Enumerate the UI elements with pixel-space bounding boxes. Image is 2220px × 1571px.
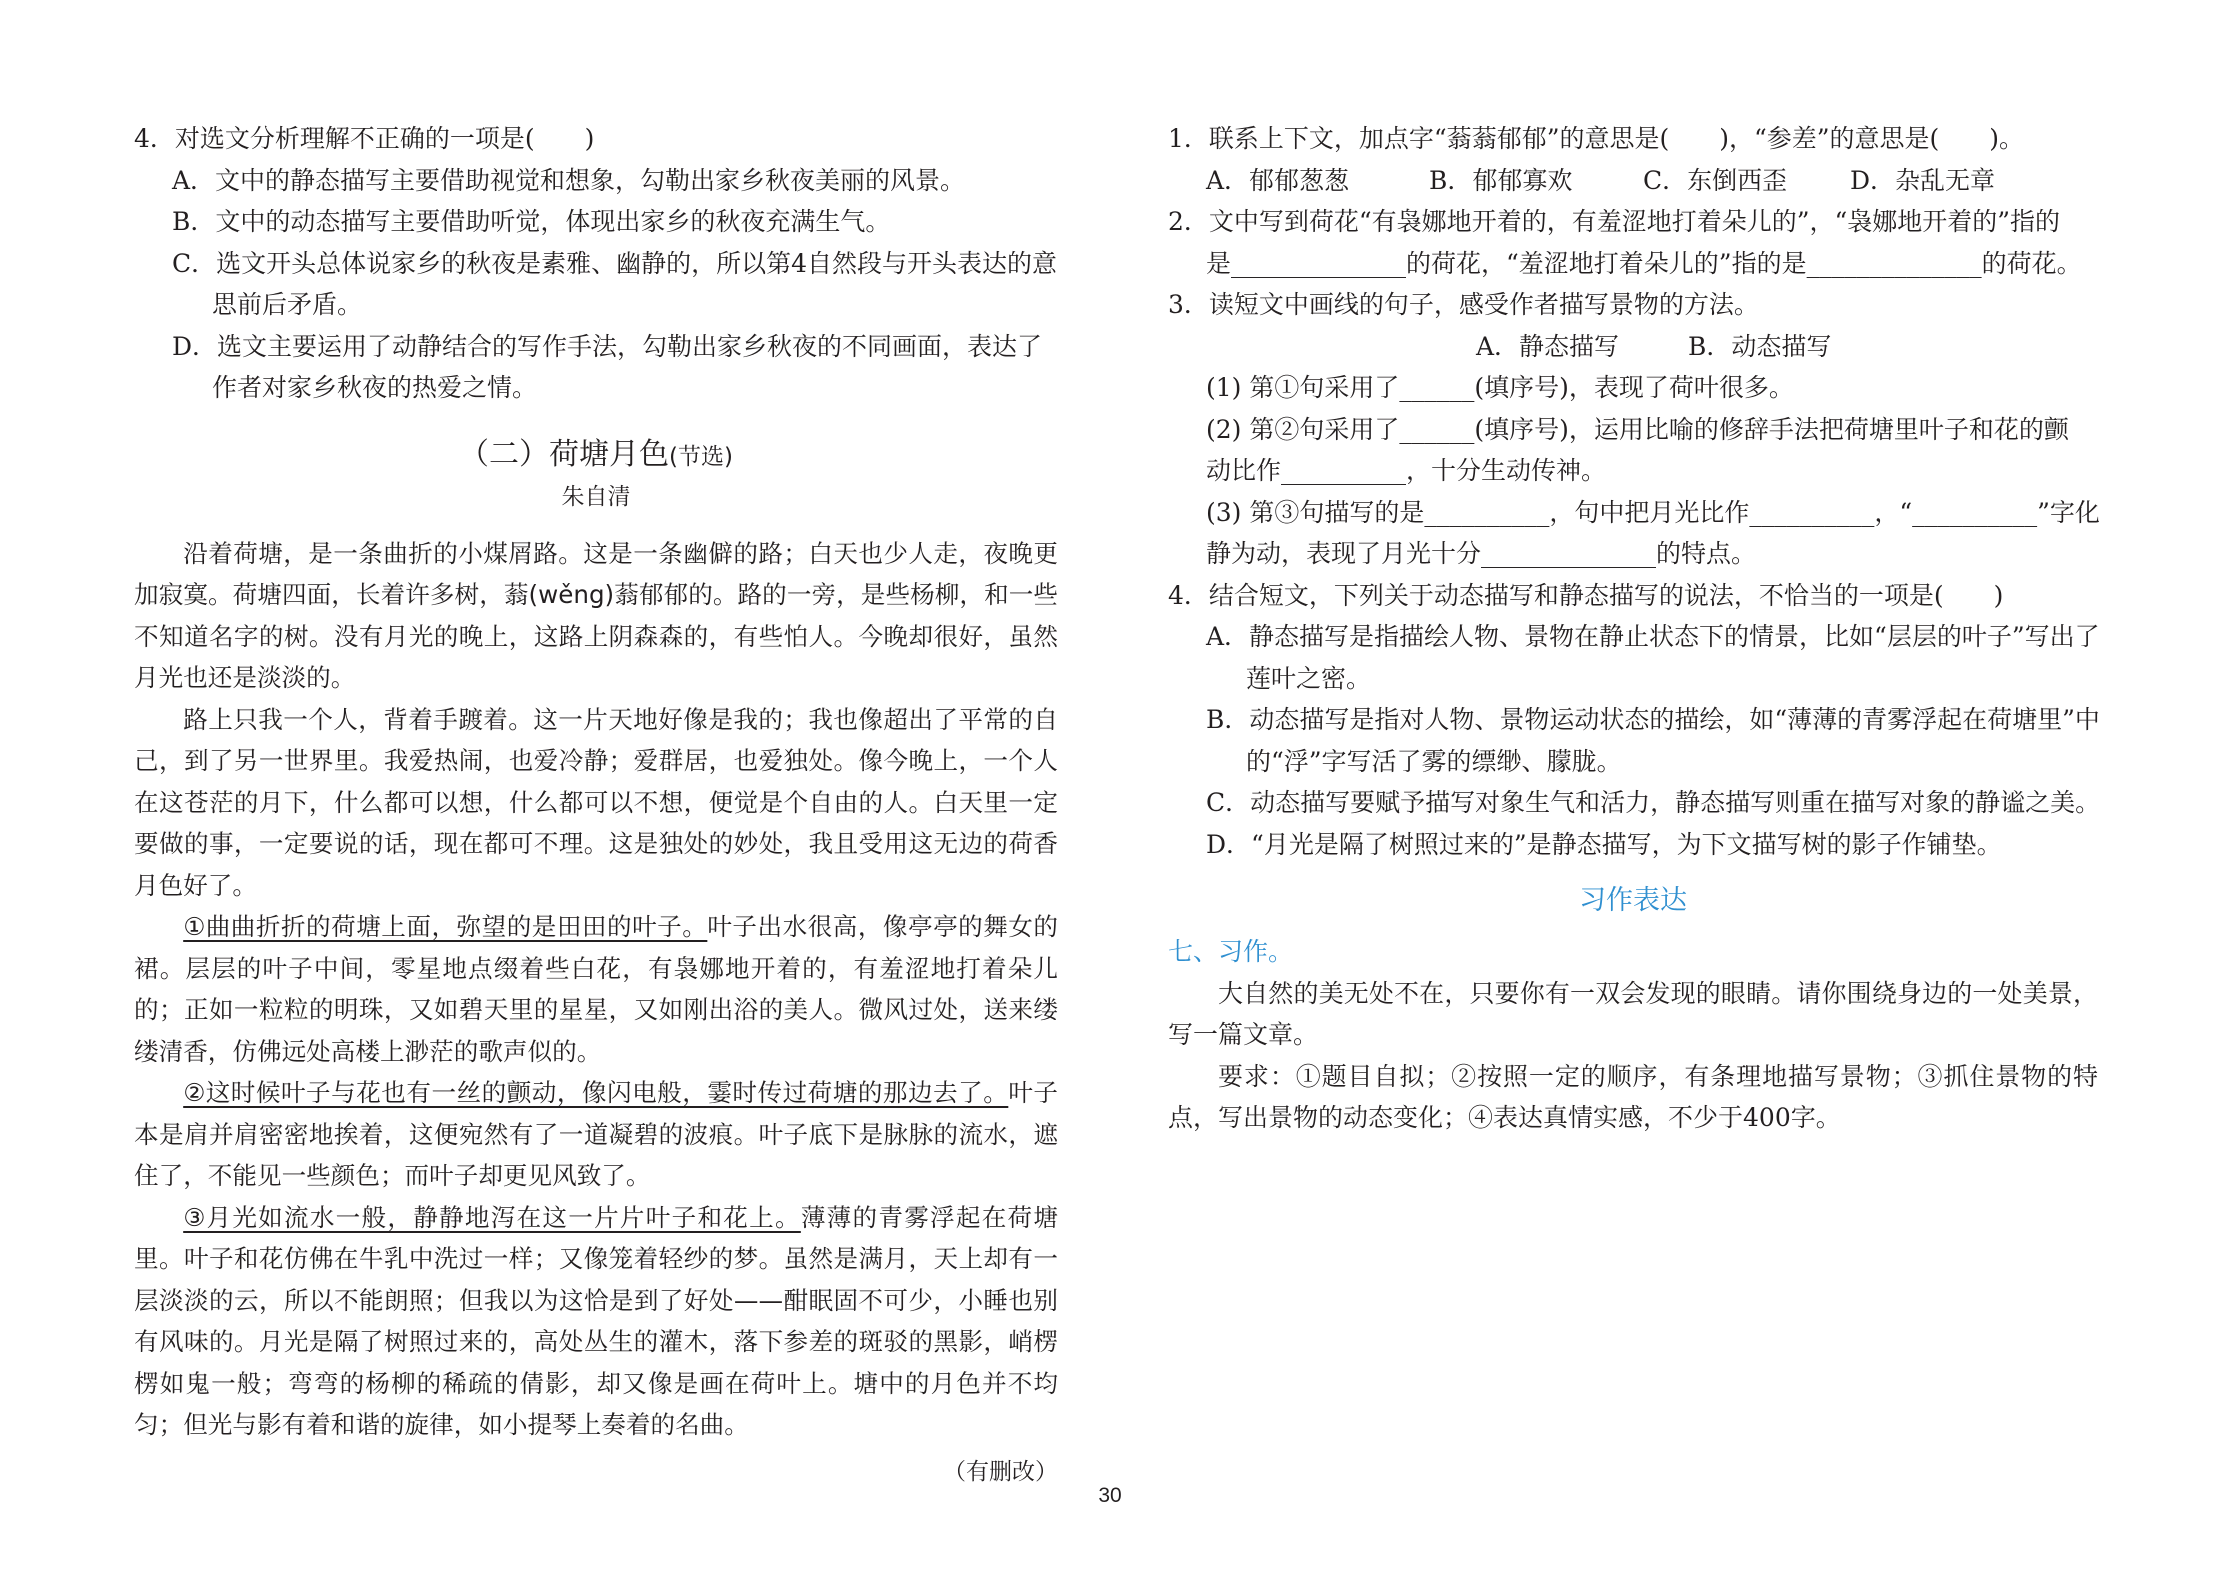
passage-paragraph-2: 路上只我一个人，背着手踱着。这一片天地好像是我的；我也像超出了平常的自己，到了另一世界里。我爱热闹，也爱冷静；爱群居，也爱独处。像今晚上，一个人在这苍茫的月下，什么都可以想，什么都可以不想，便觉是个自由的人。白天里一定要做的事，一定要说的话，现在都可不理。这是独处的妙处，我且受用这无边的荷香月色好了。 [134,704,1058,900]
question-4-right-option-a: A．静态描写是指描绘人物、景物在静止状态下的情景，比如“层层的叶子”写出了 [1206,622,2100,651]
question-4-right-option-b-cont: 的“浮”字写活了雾的缥缈、朦胧。 [1246,746,1622,776]
passage-paragraph-1: 沿着荷塘，是一条曲折的小煤屑路。这是一条幽僻的路；白天也少人走，夜晚更加寂寞。荷塘四面，长着许多树，蓊(wěng)蓊郁郁的。路的一旁，是些杨柳，和一些不知道名字的树。没有月光的晚上，这路上阴森森的，有些怕人。今晚却很好，虽然月光也还是淡淡的。 [134,538,1058,692]
section-heading-writing: 习作表达 [1579,885,1687,916]
question-7-requirements: 要求：①题目自拟；②按照一定的顺序，有条理地描写景物；③抓住景物的特点，写出景物的动态变化；④表达真情实感，不少于400字。 [1168,1061,2098,1132]
passage-paragraph-5 [134,1197,1058,1446]
question-2-line-2: 是______________的荷花，“羞涩地打着朵儿的”指的是______________的荷花。 [1206,248,2082,278]
question-4-right-option-a-cont: 莲叶之密。 [1246,663,1372,693]
question-1-stem: 1．联系上下文，加点字“蓊蓊郁郁”的意思是( )，“参差”的意思是( )。 [1168,124,2025,153]
right-column [1168,118,2101,1139]
question-7-prompt: 大自然的美无处不在，只要你有一双会发现的眼睛。请你围绕身边的一处美景，写一篇文章。 [1168,978,2098,1049]
passage-title-note: (节选) [669,443,733,470]
left-column [134,118,1058,1492]
question-3-stem: 3．读短文中画线的句子，感受作者描写景物的方法。 [1168,290,1759,319]
question-4-option-c: C．选文开头总体说家乡的秋夜是素雅、幽静的，所以第4自然段与开头表达的意 [172,248,1058,278]
paragraph-3-rest: 叶子出水很高，像亭亭的舞女的裙。层层的叶子中间，零星地点缀着些白花，有袅娜地开着的，有羞涩地打着朵儿的；正如一粒粒的明珠，又如碧天里的星星，又如刚出浴的美人。微风过处，送来缕缕清香，仿佛远处高楼上渺茫的歌声似的。 [134,912,1058,1066]
question-3-sub-3: (3) 第③句描写的是__________，句中把月光比作__________，“__________”字化 [1206,497,2100,527]
question-4-option-d: D．选文主要运用了动静结合的写作手法，勾勒出家乡秋夜的不同画面，表达了 [172,331,1043,361]
question-1-option-c: C．东倒西歪 [1643,165,1788,195]
question-2-line-1: 2．文中写到荷花“有袅娜地开着的，有羞涩地打着朵儿的”，“袅娜地开着的”指的 [1168,207,2061,236]
question-3-sub-2-cont: 动比作__________，十分生动传神。 [1206,456,1607,485]
passage-title [134,433,1058,479]
question-4-right-option-d: D．“月光是隔了树照过来的”是静态描写，为下文描写树的影子作铺垫。 [1206,829,2002,859]
question-3-option-a: A．静态描写 [1476,331,1620,361]
question-3-sub-2: (2) 第②句采用了______(填序号)，运用比喻的修辞手法把荷塘里叶子和花的颤 [1206,414,2069,444]
question-4-option-b: B．文中的动态描写主要借助听觉，体现出家乡的秋夜充满生气。 [172,207,891,236]
passage-paragraph-3 [134,906,1058,1072]
question-3-option-b: B．动态描写 [1688,331,1832,361]
paragraph-4-rest: 叶子本是肩并肩密密地挨着，这便宛然有了一道凝碧的波痕。叶子底下是脉脉的流水，遮住了，不能见一些颜色；而叶子却更见风致了。 [134,1078,1058,1190]
question-4-option-d-cont: 作者对家乡秋夜的热爱之情。 [212,373,538,402]
passage-title-main: （二）荷塘月色 [459,436,670,472]
question-7-heading: 七、习作。 [1168,937,1294,966]
question-4-option-a: A．文中的静态描写主要借助视觉和想象，勾勒出家乡秋夜美丽的风景。 [172,165,966,195]
passage-paragraph-4 [134,1072,1058,1197]
question-4-right-option-c: C．动态描写要赋予描写对象生气和活力，静态描写则重在描写对象的静谧之美。 [1206,788,2101,817]
question-4-option-c-cont: 思前后矛盾。 [212,290,363,319]
question-3-sub-3-cont: 静为动，表现了月光十分______________的特点。 [1206,539,1757,568]
passage-source-note: （有删改） [943,1458,1058,1485]
underlined-sentence-3: ③月光如流水一般，静静地泻在这一片片叶子和花上。 [183,1202,801,1232]
question-3-method-options [1168,326,2098,368]
question-4-stem: 4．对选文分析理解不正确的一项是( ) [134,124,595,153]
paragraph-5-rest: 薄薄的青雾浮起在荷塘里。叶子和花仿佛在牛乳中洗过一样；又像笼着轻纱的梦。虽然是满月，天上却有一层淡淡的云，所以不能朗照；但我以为这恰是到了好处——酣眠固不可少，小睡也别有风味的。月光是隔了树照过来的，高处丛生的灌木，落下参差的斑驳的黑影，峭楞楞如鬼一般；弯弯的杨柳的稀疏的倩影，却又像是画在荷叶上。塘中的月色并不均匀；但光与影有着和谐的旋律，如小提琴上奏着的名曲。 [134,1202,1058,1439]
page-number: 30 [1098,1484,1122,1507]
question-3-sub-1: (1) 第①句采用了______(填序号)，表现了荷叶很多。 [1206,373,1794,402]
question-1-option-d: D．杂乱无章 [1850,165,1996,195]
question-1-option-a: A．郁郁葱葱 [1206,165,1350,195]
question-4-right-stem: 4．结合短文，下列关于动态描写和静态描写的说法，不恰当的一项是( ) [1168,580,2004,610]
underlined-sentence-2: ②这时候叶子与花也有一丝的颤动，像闪电般，霎时传过荷塘的那边去了。 [183,1078,1009,1107]
question-1-options [1168,160,2098,202]
question-1-option-b: B．郁郁寡欢 [1429,165,1573,195]
question-4-right-option-b: B．动态描写是指对人物、景物运动状态的描绘，如“薄薄的青雾浮起在荷塘里”中 [1206,705,2100,734]
underlined-sentence-1: ①曲曲折折的荷塘上面，弥望的是田田的叶子。 [183,912,708,941]
passage-body [134,533,1058,1446]
passage-author: 朱自清 [561,483,631,510]
